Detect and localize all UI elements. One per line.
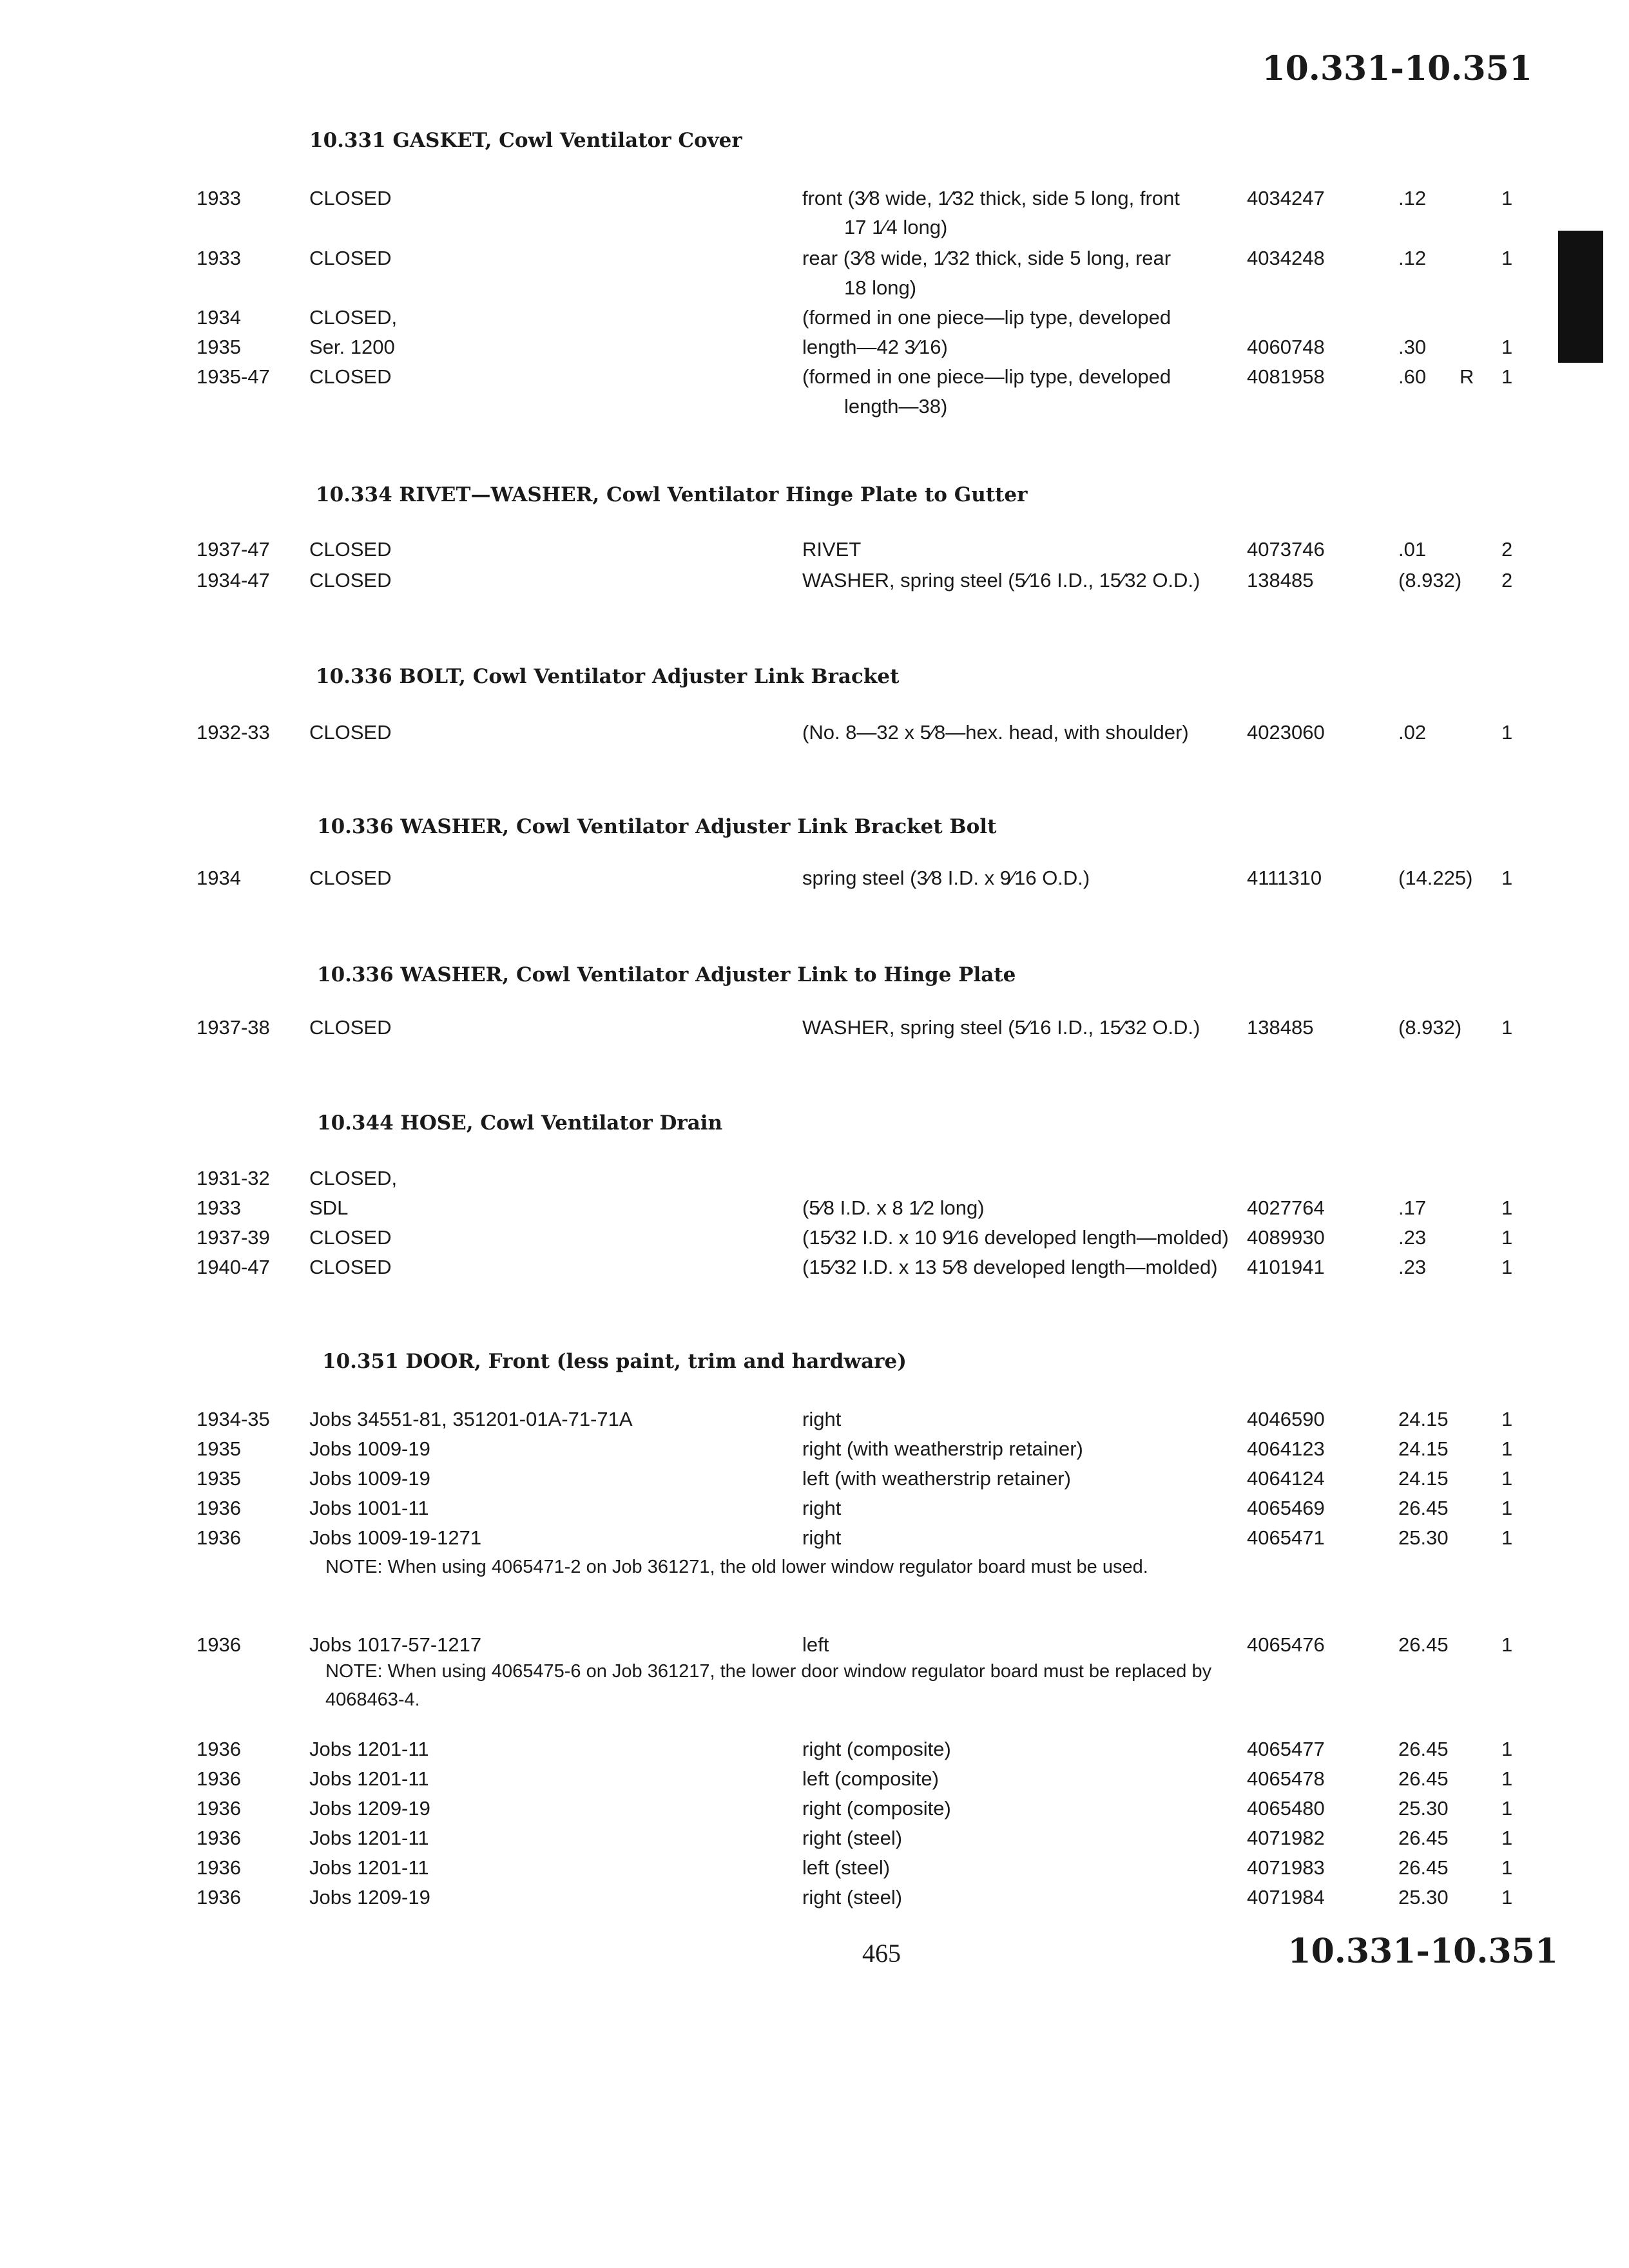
cell-year: 1933 bbox=[197, 187, 241, 209]
cell-year: 1934-47 bbox=[197, 569, 270, 591]
cell-year: 1940-47 bbox=[197, 1256, 270, 1278]
cell-year: 1937-47 bbox=[197, 538, 270, 561]
table-row bbox=[0, 1630, 1629, 1660]
cell-qty: 1 bbox=[1501, 365, 1513, 388]
cell-year: 1932-33 bbox=[197, 721, 270, 744]
cell-body: Jobs 1209-19 bbox=[309, 1797, 430, 1820]
cell-qty: 1 bbox=[1501, 1886, 1513, 1908]
table-row bbox=[0, 1823, 1629, 1853]
cell-body: Jobs 1001-11 bbox=[309, 1497, 429, 1519]
cell-part: 4046590 bbox=[1247, 1408, 1325, 1430]
cell-year: 1934 bbox=[197, 306, 241, 329]
page-footer-code: 10.331-10.351 bbox=[1287, 1932, 1558, 1971]
table-row bbox=[0, 1735, 1629, 1764]
cell-year: 1937-39 bbox=[197, 1226, 270, 1249]
page-header-code: 10.331-10.351 bbox=[1262, 49, 1532, 88]
cell-part: 4065478 bbox=[1247, 1767, 1325, 1790]
cell-body: Jobs 1201-11 bbox=[309, 1827, 429, 1849]
cell-desc: spring steel (3⁄8 I.D. x 9⁄16 O.D.) bbox=[802, 867, 1090, 889]
cell-price: 24.15 bbox=[1398, 1408, 1449, 1430]
cell-price: 25.30 bbox=[1398, 1526, 1449, 1549]
cell-qty: 1 bbox=[1501, 867, 1513, 889]
cell-qty: 1 bbox=[1501, 1226, 1513, 1249]
cell-body: CLOSED bbox=[309, 1256, 392, 1278]
cell-year: 1933 bbox=[197, 247, 241, 269]
section-title: 10.351 DOOR, Front (less paint, trim and hardware) bbox=[322, 1350, 907, 1373]
cell-part: 4064123 bbox=[1247, 1437, 1325, 1460]
cell-price: 26.45 bbox=[1398, 1767, 1449, 1790]
cell-qty: 1 bbox=[1501, 336, 1513, 358]
cell-desc-continued: 18 long) bbox=[844, 276, 917, 299]
cell-body: CLOSED bbox=[309, 365, 392, 388]
cell-desc: left (steel) bbox=[802, 1856, 891, 1879]
cell-body: Jobs 1009-19-1271 bbox=[309, 1526, 482, 1549]
table-row bbox=[0, 184, 1629, 213]
cell-part: 4065477 bbox=[1247, 1738, 1325, 1760]
cell-price: 26.45 bbox=[1398, 1827, 1449, 1849]
cell-qty: 1 bbox=[1501, 247, 1513, 269]
cell-part: 4064124 bbox=[1247, 1467, 1325, 1490]
cell-desc: right (steel) bbox=[802, 1886, 903, 1908]
cell-body: Jobs 1017-57-1217 bbox=[309, 1633, 482, 1656]
cell-desc: (15⁄32 I.D. x 13 5⁄8 developed length—molded) bbox=[802, 1256, 1218, 1278]
cell-qty: 1 bbox=[1501, 1827, 1513, 1849]
cell-part: 4060748 bbox=[1247, 336, 1325, 358]
cell-desc: rear (3⁄8 wide, 1⁄32 thick, side 5 long, rear bbox=[802, 247, 1171, 269]
cell-body: CLOSED bbox=[309, 1016, 392, 1039]
cell-part: 4027764 bbox=[1247, 1196, 1325, 1219]
cell-part: 4089930 bbox=[1247, 1226, 1325, 1249]
cell-part: 4023060 bbox=[1247, 721, 1325, 744]
cell-qty: 1 bbox=[1501, 721, 1513, 744]
cell-year: 1937-38 bbox=[197, 1016, 270, 1039]
cell-qty: 1 bbox=[1501, 1497, 1513, 1519]
cell-r: R bbox=[1460, 365, 1474, 388]
cell-price: (14.225) bbox=[1398, 867, 1473, 889]
section-title: 10.344 HOSE, Cowl Ventilator Drain bbox=[317, 1111, 723, 1135]
cell-qty: 1 bbox=[1501, 1467, 1513, 1490]
cell-body: CLOSED bbox=[309, 569, 392, 591]
table-row bbox=[0, 1523, 1629, 1553]
cell-part: 4065469 bbox=[1247, 1497, 1325, 1519]
cell-body: CLOSED bbox=[309, 721, 392, 744]
cell-desc: right (steel) bbox=[802, 1827, 903, 1849]
cell-desc: left bbox=[802, 1633, 829, 1656]
cell-body: Jobs 1201-11 bbox=[309, 1856, 429, 1879]
cell-desc-continued: 17 1⁄4 long) bbox=[844, 216, 948, 238]
cell-price: .12 bbox=[1398, 187, 1427, 209]
cell-desc: right bbox=[802, 1497, 842, 1519]
cell-qty: 1 bbox=[1501, 1797, 1513, 1820]
cell-qty: 1 bbox=[1501, 1856, 1513, 1879]
cell-year: 1935 bbox=[197, 1437, 241, 1460]
cell-price: .30 bbox=[1398, 336, 1427, 358]
cell-price: (8.932) bbox=[1398, 1016, 1462, 1039]
cell-desc: (formed in one piece—lip type, developed bbox=[802, 306, 1171, 329]
table-row bbox=[0, 1405, 1629, 1434]
cell-desc: right bbox=[802, 1526, 842, 1549]
cell-body: Jobs 34551-81, 351201-01A-71-71A bbox=[309, 1408, 633, 1430]
cell-desc: right bbox=[802, 1408, 842, 1430]
cell-year: 1933 bbox=[197, 1196, 241, 1219]
table-row bbox=[0, 244, 1629, 273]
cell-year: 1935 bbox=[197, 336, 241, 358]
table-row bbox=[0, 362, 1629, 392]
cell-qty: 1 bbox=[1501, 1437, 1513, 1460]
cell-price: .23 bbox=[1398, 1226, 1427, 1249]
table-row bbox=[0, 1464, 1629, 1494]
cell-price: 25.30 bbox=[1398, 1886, 1449, 1908]
cell-qty: 1 bbox=[1501, 1196, 1513, 1219]
cell-year: 1934 bbox=[197, 867, 241, 889]
section-title: 10.334 RIVET—WASHER, Cowl Ventilator Hinge Plate to Gutter bbox=[316, 483, 1028, 506]
cell-desc: (15⁄32 I.D. x 10 9⁄16 developed length—molded) bbox=[802, 1226, 1229, 1249]
table-row bbox=[0, 1223, 1629, 1253]
table-row bbox=[0, 303, 1629, 332]
cell-desc: WASHER, spring steel (5⁄16 I.D., 15⁄32 O.D.) bbox=[802, 569, 1200, 591]
cell-desc: right (composite) bbox=[802, 1738, 951, 1760]
cell-body: CLOSED bbox=[309, 187, 392, 209]
cell-body: Jobs 1201-11 bbox=[309, 1767, 429, 1790]
cell-desc: length—42 3⁄16) bbox=[802, 336, 948, 358]
cell-year: 1935 bbox=[197, 1467, 241, 1490]
cell-year: 1935-47 bbox=[197, 365, 270, 388]
cell-price: 26.45 bbox=[1398, 1738, 1449, 1760]
cell-price: 25.30 bbox=[1398, 1797, 1449, 1820]
cell-body: CLOSED, bbox=[309, 306, 398, 329]
cell-qty: 1 bbox=[1501, 1633, 1513, 1656]
cell-part: 4034248 bbox=[1247, 247, 1325, 269]
cell-year: 1936 bbox=[197, 1738, 241, 1760]
cell-desc: RIVET bbox=[802, 538, 862, 561]
cell-part: 4071982 bbox=[1247, 1827, 1325, 1849]
cell-body: CLOSED bbox=[309, 867, 392, 889]
cell-year: 1931-32 bbox=[197, 1167, 270, 1189]
cell-qty: 1 bbox=[1501, 1016, 1513, 1039]
cell-body: Jobs 1209-19 bbox=[309, 1886, 430, 1908]
cell-qty: 2 bbox=[1501, 538, 1513, 561]
cell-part: 4071984 bbox=[1247, 1886, 1325, 1908]
note-text: NOTE: When using 4065475-6 on Job 361217, the lower door window regulator board must be replaced by 4068463-4. bbox=[325, 1661, 1212, 1710]
cell-price: .02 bbox=[1398, 721, 1427, 744]
cell-price: .60 bbox=[1398, 365, 1427, 388]
cell-part: 4065471 bbox=[1247, 1526, 1325, 1549]
cell-year: 1936 bbox=[197, 1633, 241, 1656]
cell-qty: 1 bbox=[1501, 1738, 1513, 1760]
table-row bbox=[0, 535, 1629, 564]
cell-part: 4081958 bbox=[1247, 365, 1325, 388]
table-row bbox=[0, 863, 1629, 893]
cell-qty: 1 bbox=[1501, 1408, 1513, 1430]
cell-desc: front (3⁄8 wide, 1⁄32 thick, side 5 long, front bbox=[802, 187, 1180, 209]
cell-desc: right (composite) bbox=[802, 1797, 951, 1820]
cell-price: .23 bbox=[1398, 1256, 1427, 1278]
cell-price: 24.15 bbox=[1398, 1437, 1449, 1460]
table-row bbox=[0, 1013, 1629, 1043]
cell-body: Ser. 1200 bbox=[309, 336, 395, 358]
cell-part: 138485 bbox=[1247, 569, 1314, 591]
cell-price: 26.45 bbox=[1398, 1497, 1449, 1519]
cell-body: Jobs 1009-19 bbox=[309, 1437, 430, 1460]
cell-price: .12 bbox=[1398, 247, 1427, 269]
cell-year: 1936 bbox=[197, 1497, 241, 1519]
cell-body: SDL bbox=[309, 1196, 349, 1219]
cell-desc: (No. 8—32 x 5⁄8—hex. head, with shoulder) bbox=[802, 721, 1189, 744]
cell-part: 4065480 bbox=[1247, 1797, 1325, 1820]
cell-price: 26.45 bbox=[1398, 1856, 1449, 1879]
section-title: 10.331 GASKET, Cowl Ventilator Cover bbox=[309, 129, 742, 152]
cell-qty: 1 bbox=[1501, 1526, 1513, 1549]
cell-price: (8.932) bbox=[1398, 569, 1462, 591]
cell-qty: 1 bbox=[1501, 187, 1513, 209]
cell-desc-continued: length—38) bbox=[844, 395, 948, 418]
cell-part: 4073746 bbox=[1247, 538, 1325, 561]
cell-year: 1936 bbox=[197, 1797, 241, 1820]
cell-desc: left (composite) bbox=[802, 1767, 939, 1790]
cell-body: CLOSED, bbox=[309, 1167, 398, 1189]
cell-year: 1936 bbox=[197, 1886, 241, 1908]
section-title: 10.336 WASHER, Cowl Ventilator Adjuster Link to Hinge Plate bbox=[317, 963, 1016, 986]
table-row bbox=[0, 1164, 1629, 1193]
cell-qty: 1 bbox=[1501, 1767, 1513, 1790]
table-row bbox=[0, 718, 1629, 747]
table-row bbox=[0, 1764, 1629, 1794]
cell-part: 138485 bbox=[1247, 1016, 1314, 1039]
page-number: 465 bbox=[862, 1939, 901, 1968]
cell-part: 4071983 bbox=[1247, 1856, 1325, 1879]
cell-price: .01 bbox=[1398, 538, 1427, 561]
cell-desc: WASHER, spring steel (5⁄16 I.D., 15⁄32 O.D.) bbox=[802, 1016, 1200, 1039]
table-row bbox=[0, 332, 1629, 362]
cell-desc: left (with weatherstrip retainer) bbox=[802, 1467, 1071, 1490]
table-row bbox=[0, 1253, 1629, 1282]
cell-desc: (5⁄8 I.D. x 8 1⁄2 long) bbox=[802, 1196, 985, 1219]
cell-part: 4034247 bbox=[1247, 187, 1325, 209]
table-row bbox=[0, 1883, 1629, 1912]
cell-body: Jobs 1009-19 bbox=[309, 1467, 430, 1490]
cell-body: Jobs 1201-11 bbox=[309, 1738, 429, 1760]
cell-qty: 1 bbox=[1501, 1256, 1513, 1278]
table-row bbox=[0, 566, 1629, 595]
cell-desc: (formed in one piece—lip type, developed bbox=[802, 365, 1171, 388]
table-row bbox=[0, 1853, 1629, 1883]
cell-price: .17 bbox=[1398, 1196, 1427, 1219]
table-row bbox=[0, 1434, 1629, 1464]
cell-part: 4065476 bbox=[1247, 1633, 1325, 1656]
section-title: 10.336 BOLT, Cowl Ventilator Adjuster Link Bracket bbox=[316, 665, 900, 688]
table-row bbox=[0, 1193, 1629, 1223]
cell-price: 24.15 bbox=[1398, 1467, 1449, 1490]
cell-part: 4111310 bbox=[1247, 867, 1322, 889]
cell-year: 1936 bbox=[197, 1856, 241, 1879]
section-title: 10.336 WASHER, Cowl Ventilator Adjuster Link Bracket Bolt bbox=[317, 815, 997, 838]
cell-year: 1936 bbox=[197, 1526, 241, 1549]
cell-price: 26.45 bbox=[1398, 1633, 1449, 1656]
cell-body: CLOSED bbox=[309, 538, 392, 561]
cell-part: 4101941 bbox=[1247, 1256, 1325, 1278]
table-row bbox=[0, 1794, 1629, 1823]
cell-year: 1934-35 bbox=[197, 1408, 270, 1430]
cell-body: CLOSED bbox=[309, 247, 392, 269]
table-row bbox=[0, 1494, 1629, 1523]
note-text: NOTE: When using 4065471-2 on Job 361271, the old lower window regulator board must be used. bbox=[325, 1557, 1148, 1577]
cell-year: 1936 bbox=[197, 1827, 241, 1849]
cell-year: 1936 bbox=[197, 1767, 241, 1790]
cell-desc: right (with weatherstrip retainer) bbox=[802, 1437, 1083, 1460]
cell-qty: 2 bbox=[1501, 569, 1513, 591]
cell-body: CLOSED bbox=[309, 1226, 392, 1249]
